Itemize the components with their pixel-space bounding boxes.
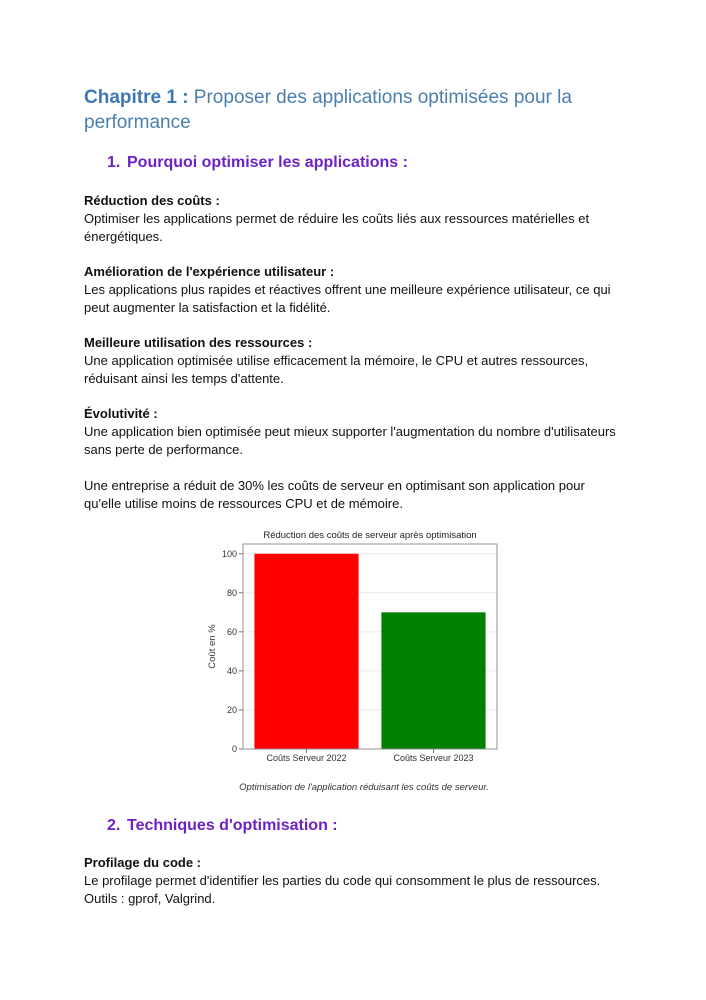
chapter-title <box>84 85 644 135</box>
section-title-techniques <box>107 815 338 837</box>
bar-2 <box>381 612 485 749</box>
chapter-heading-text: Proposer des applications optimisées pour la performance <box>84 87 572 133</box>
y-tick-label: 40 <box>226 665 237 676</box>
paragraph-heading: Réduction des coûts : <box>84 193 220 208</box>
y-tick-label: 60 <box>226 626 237 637</box>
paragraph-heading: Profilage du code : <box>84 855 202 870</box>
x-tick-label: Coûts Serveur 2023 <box>393 753 474 763</box>
section-title-text: Techniques d'optimisation : <box>127 817 338 834</box>
section-title-why <box>107 152 408 174</box>
section-number: 1. <box>107 154 121 171</box>
paragraph-text: Les applications plus rapides et réactives offrent une meilleure expérience utilisateur, ce qui peut augmenter la satisfaction et la fidélité. <box>84 282 611 315</box>
bar-1 <box>254 554 358 749</box>
paragraph-text: Une application optimisée utilise efficacement la mémoire, le CPU et autres ressources, réduisant ainsi les temps d'attente. <box>84 353 589 386</box>
paragraph-text: Une application bien optimisée peut mieux supporter l'augmentation du nombre d'utilisateurs sans perte de performance. <box>84 424 616 457</box>
paragraph-resource-usage <box>84 334 624 388</box>
paragraph-heading: Évolutivité : <box>84 406 158 421</box>
y-tick-label: 100 <box>221 548 237 559</box>
bar-chart-svg <box>203 524 503 774</box>
paragraph-heading: Meilleure utilisation des ressources : <box>84 335 313 350</box>
y-tick-label: 20 <box>226 704 237 715</box>
paragraph-example <box>84 477 624 513</box>
figure-caption: Optimisation de l'application réduisant les coûts de serveur. <box>239 782 489 793</box>
paragraph-text: Le profilage permet d'identifier les parties du code qui consomment le plus de ressources. <box>84 873 601 888</box>
tools-text: Outils : gprof, Valgrind. <box>84 891 216 906</box>
bar-chart <box>203 524 503 774</box>
y-tick-label: 0 <box>231 744 237 754</box>
example-text: Une entreprise a réduit de 30% les coûts de serveur en optimisant son application pour qu'elle utilise moins de ressources CPU et de mémoire. <box>84 478 585 511</box>
y-tick-label: 80 <box>226 587 237 598</box>
paragraph-text: Optimiser les applications permet de réduire les coûts liés aux ressources matérielles et énergétiques. <box>84 211 590 244</box>
paragraph-profiling <box>84 854 624 908</box>
paragraph-user-experience <box>84 263 624 317</box>
x-tick-label: Coûts Serveur 2022 <box>266 753 347 763</box>
section-title-text: Pourquoi optimiser les applications : <box>127 154 408 171</box>
chart-title: Réduction des coûts de serveur après optimisation <box>263 530 477 541</box>
section-number: 2. <box>107 817 121 834</box>
paragraph-cost-reduction <box>84 192 624 246</box>
paragraph-heading: Amélioration de l'expérience utilisateur : <box>84 264 335 279</box>
paragraph-scalability <box>84 405 624 459</box>
y-axis-label: Coût en % <box>207 624 218 669</box>
chapter-label: Chapitre 1 : <box>84 87 189 108</box>
